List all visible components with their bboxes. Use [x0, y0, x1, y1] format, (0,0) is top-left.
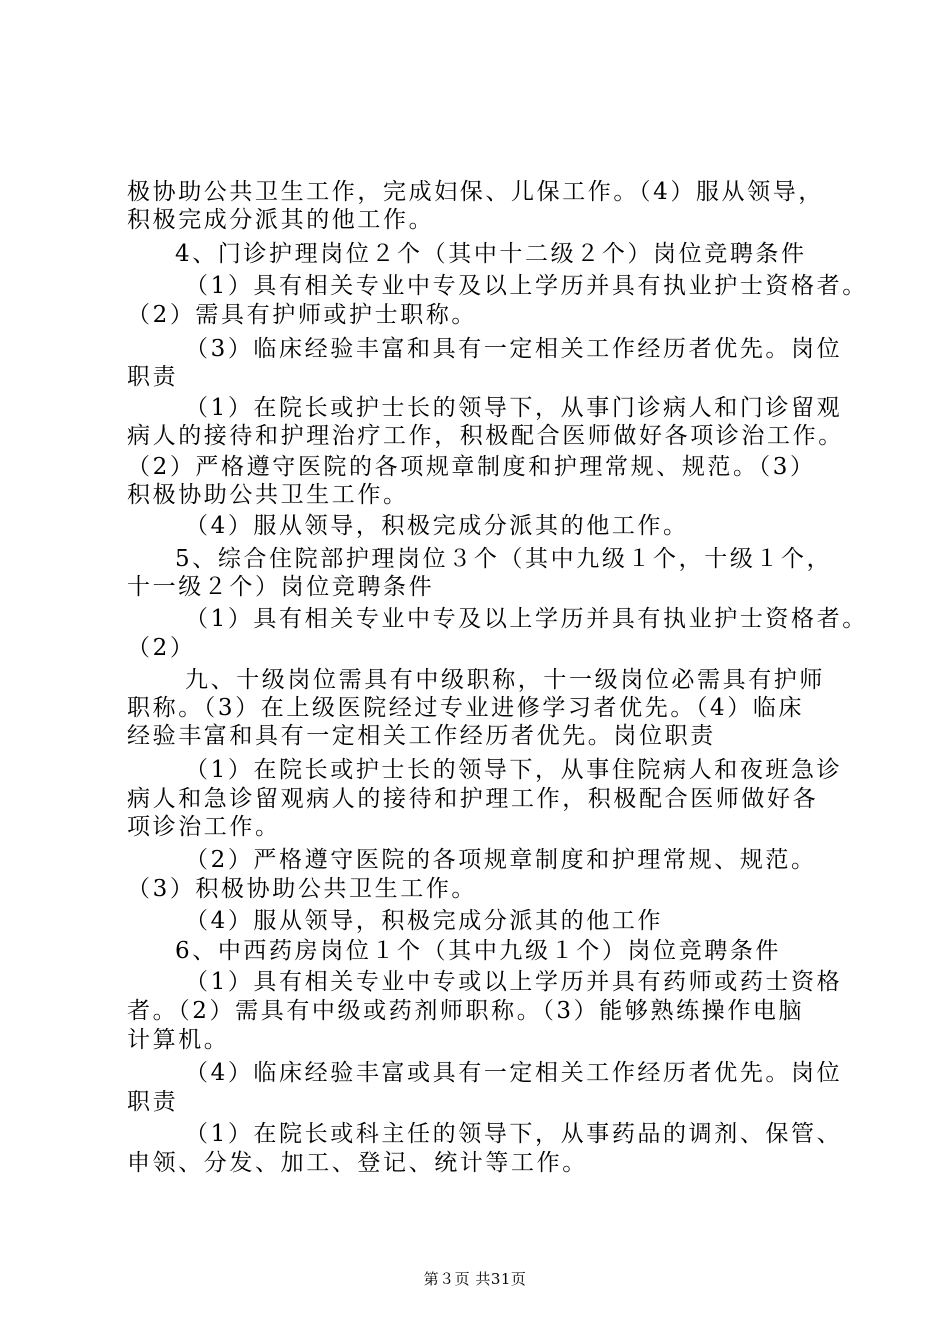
text-line: 职称。（3）在上级医院经过专业进修学习者优先。（4）临床 — [127, 695, 805, 721]
text-line: 十一级２个）岗位竞聘条件 — [127, 574, 435, 600]
text-line: 4、门诊护理岗位２个（其中十二级２个）岗位竞聘条件 — [175, 241, 807, 267]
text-line: 极协助公共卫生工作，完成妇保、儿保工作。（4）服从领导， — [127, 179, 824, 205]
text-line: （1）在院长或护士长的领导下，从事住院病人和夜班急诊 — [185, 757, 843, 783]
text-line: （2）需具有护师或护士职称。 — [127, 302, 478, 328]
text-line: 申领、分发、加工、登记、统计等工作。 — [127, 1150, 588, 1176]
text-line: 5、综合住院部护理岗位３个（其中九级１个，十级１个， — [175, 546, 833, 572]
text-line: （3）积极协助公共卫生工作。 — [127, 876, 478, 902]
text-line: （1）具有相关专业中专或以上学历并具有药师或药士资格 — [185, 969, 843, 995]
text-line: （1）具有相关专业中专及以上学历并具有执业护士资格者。 — [185, 606, 868, 632]
text-line: 九、十级岗位需具有中级职称，十一级岗位必需具有护师 — [185, 667, 825, 693]
text-line: （2） — [127, 635, 196, 661]
page-footer: 第３页 共31页 — [423, 1270, 527, 1288]
text-line: 经验丰富和具有一定相关工作经历者优先。岗位职责 — [127, 723, 716, 749]
text-line: （4）临床经验丰富或具有一定相关工作经历者优先。岗位 — [185, 1060, 843, 1086]
text-line: （2）严格遵守医院的各项规章制度和护理常规、规范。（3） — [127, 454, 816, 480]
text-line: 职责 — [127, 1089, 179, 1115]
text-line: 病人的接待和护理治疗工作，积极配合医师做好各项诊治工作。 — [127, 423, 844, 449]
text-line: （2）严格遵守医院的各项规章制度和护理常规、规范。 — [185, 847, 817, 873]
text-line: 病人和急诊留观病人的接待和护理工作，积极配合医师做好各 — [127, 786, 819, 812]
text-line: 者。（2）需具有中级或药剂师职称。（3）能够熟练操作电脑 — [127, 998, 805, 1024]
text-line: （4）服从领导，积极完成分派其的他工作 — [185, 908, 664, 934]
text-line: 职责 — [127, 364, 179, 390]
text-line: （1）具有相关专业中专及以上学历并具有执业护士资格者。 — [185, 273, 868, 299]
text-line: 项诊治工作。 — [127, 814, 281, 840]
text-line: 计算机。 — [127, 1027, 230, 1053]
text-line: 积极完成分派其的他工作。 — [127, 207, 435, 233]
text-line: （4）服从领导，积极完成分派其的他工作。 — [185, 513, 689, 539]
text-line: （3）临床经验丰富和具有一定相关工作经历者优先。岗位 — [185, 336, 843, 362]
text-line: （1）在院长或科主任的领导下，从事药品的调剂、保管、 — [185, 1121, 843, 1147]
text-line: （1）在院长或护士长的领导下，从事门诊病人和门诊留观 — [185, 395, 843, 421]
text-line: 积极协助公共卫生工作。 — [127, 482, 409, 508]
text-line: 6、中西药房岗位１个（其中九级１个）岗位竞聘条件 — [175, 938, 782, 964]
